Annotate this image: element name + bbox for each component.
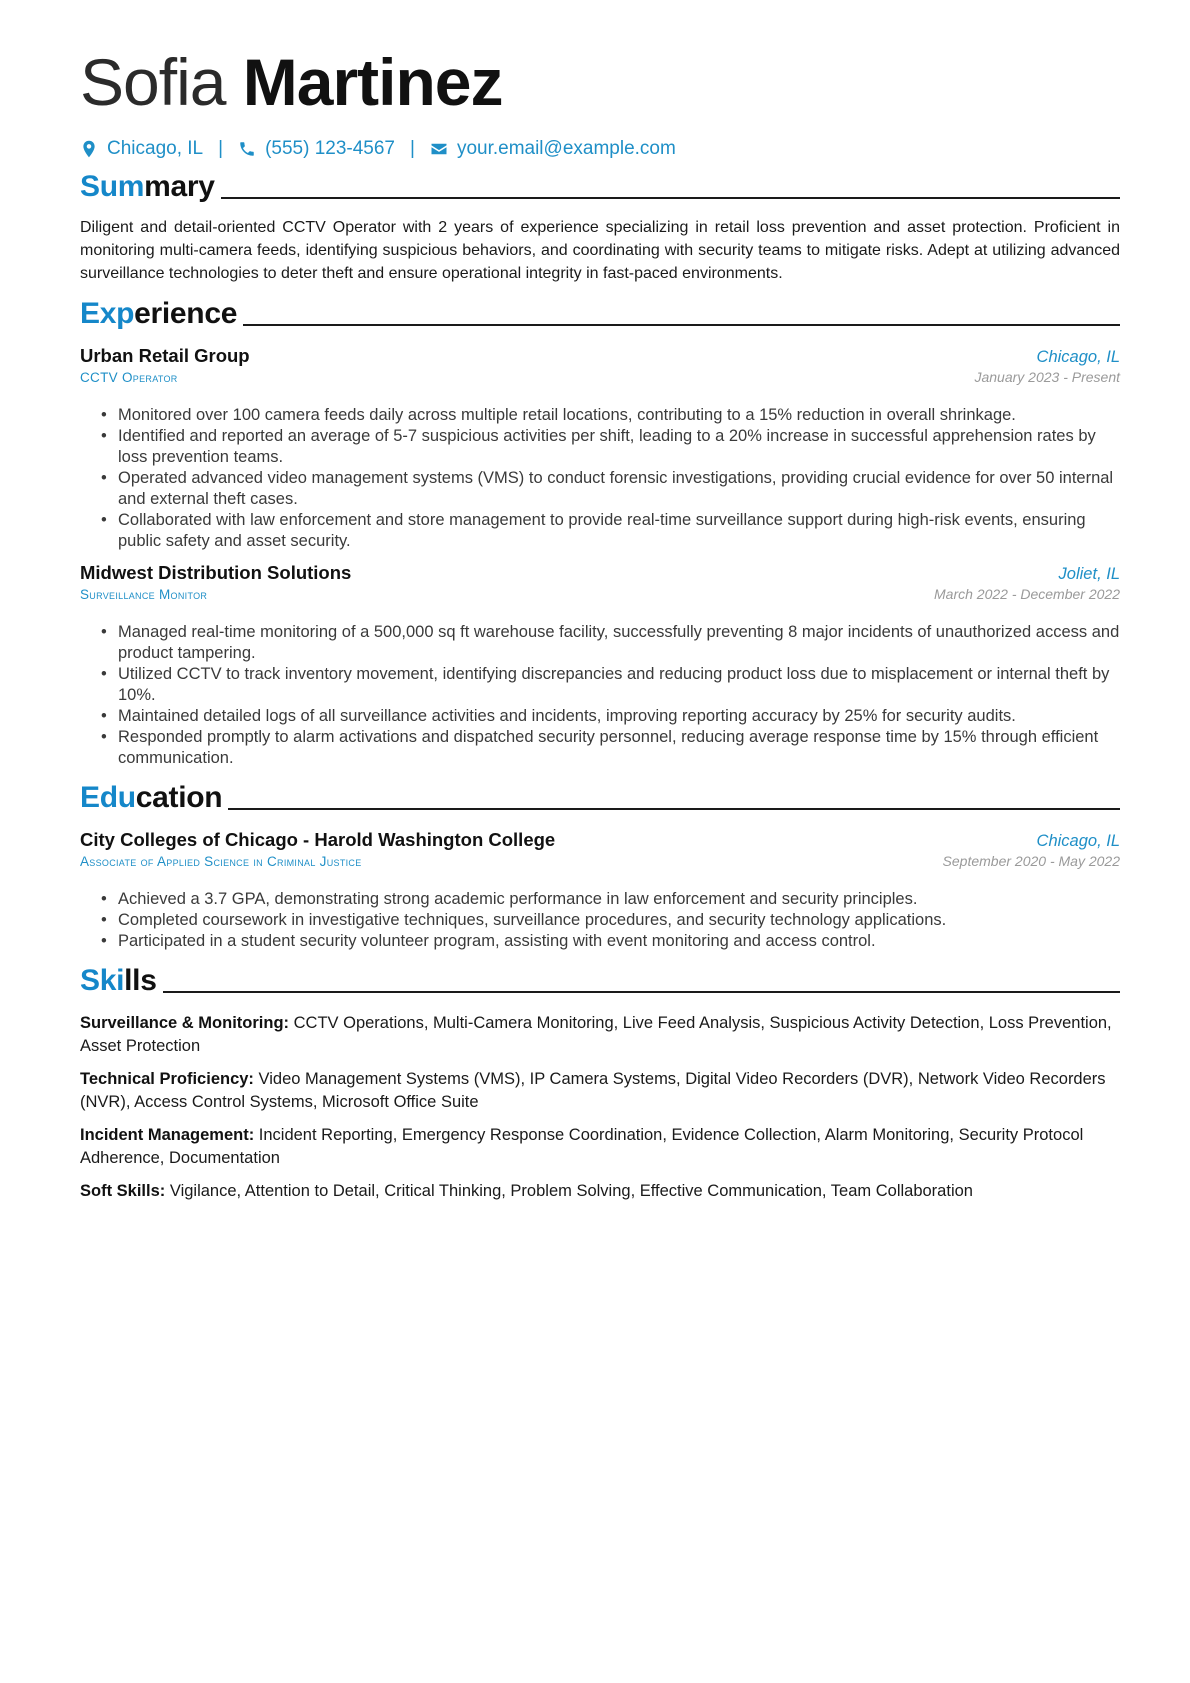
employer-name: Midwest Distribution Solutions <box>80 562 352 583</box>
section-title: Skills <box>80 964 157 997</box>
section-title: Experience <box>80 297 238 330</box>
list-item: • Monitored over 100 camera feeds daily across multiple retail locations, contributing to a 15% reduction in overall shrinkage. <box>118 405 1120 426</box>
section-title: Education <box>80 781 223 814</box>
job-dates: January 2023 - Present <box>974 369 1120 385</box>
contact-separator: | <box>218 138 224 159</box>
education-entry <box>80 829 1120 952</box>
envelope-icon <box>430 140 448 158</box>
map-pin-icon <box>80 140 98 158</box>
employer-name: Urban Retail Group <box>80 345 250 366</box>
contact-separator: | <box>410 138 415 159</box>
experience-entry <box>80 562 1120 769</box>
education-bullets <box>80 889 1120 952</box>
skill-group-label: Incident Management: <box>80 1126 255 1144</box>
last-name: Martinez <box>242 45 503 119</box>
skill-group-items: Vigilance, Attention to Detail, Critical Thinking, Problem Solving, Effective Communication, Team Collaboration <box>169 1182 973 1200</box>
contact-phone[interactable] <box>238 138 395 160</box>
skill-group-label: Surveillance & Monitoring: <box>80 1014 290 1032</box>
skill-group-label: Technical Proficiency: <box>80 1070 254 1088</box>
list-item: • Achieved a 3.7 GPA, demonstrating strong academic performance in law enforcement and security principles. <box>118 889 1120 910</box>
resume-page <box>80 0 1120 1203</box>
skill-group <box>80 1180 1120 1203</box>
skill-group-items: Video Management Systems (VMS), IP Camera Systems, Digital Video Recorders (DVR), Network Video Recorders (NVR), Access Control Systems, Microsoft Office Suite <box>80 1070 1106 1111</box>
job-title: Surveillance Monitor <box>80 587 208 602</box>
list-item: • Identified and reported an average of 5-7 suspicious activities per shift, leading to a 20% increase in successful apprehension rates by loss prevention teams. <box>118 426 1120 468</box>
skills-section-header <box>80 964 1120 998</box>
email-link[interactable]: your.email@example.com <box>456 138 676 159</box>
skill-group <box>80 1068 1120 1114</box>
contact-email[interactable] <box>430 138 676 160</box>
education-section-header <box>80 781 1120 815</box>
first-name: Sofia <box>80 45 226 119</box>
experience-entry <box>80 345 1120 552</box>
section-divider <box>163 991 1120 993</box>
job-location: Joliet, IL <box>1058 565 1120 583</box>
school-name: City Colleges of Chicago - Harold Washington College <box>80 829 556 850</box>
skill-group <box>80 1012 1120 1058</box>
list-item: • Responded promptly to alarm activations and dispatched security personnel, reducing average response time by 15% through efficient communication. <box>118 727 1120 769</box>
skill-group-items: CCTV Operations, Multi-Camera Monitoring, Live Feed Analysis, Suspicious Activity Detection, Loss Prevention, Asset Protection <box>80 1014 1112 1055</box>
section-title: Summary <box>80 170 215 203</box>
list-item: • Maintained detailed logs of all surveillance activities and incidents, improving reporting accuracy by 25% for security audits. <box>118 706 1120 727</box>
summary-text: Diligent and detail-oriented CCTV Operator with 2 years of experience specializing in retail loss prevention and asset protection. Proficient in monitoring multi-camera feeds, identifying suspicious behaviors, and coordinating with security teams to mitigate risks. Adept at utilizing advanced surveillance technologies to deter theft and ensure operational integrity in fast-paced environments. <box>80 219 1120 282</box>
contact-location <box>80 138 203 160</box>
list-item: • Operated advanced video management systems (VMS) to conduct forensic investigations, providing crucial evidence for over 50 internal and external theft cases. <box>118 468 1120 510</box>
skill-group-label: Soft Skills: <box>80 1182 166 1200</box>
skill-group <box>80 1124 1120 1170</box>
section-divider <box>221 197 1120 199</box>
location-text: Chicago, IL <box>107 138 204 159</box>
list-item: • Collaborated with law enforcement and store management to provide real-time surveillance support during high-risk events, ensuring public safety and asset security. <box>118 510 1120 552</box>
job-bullets <box>80 405 1120 552</box>
list-item: • Participated in a student security volunteer program, assisting with event monitoring and access control. <box>118 931 1120 952</box>
summary-section-header <box>80 170 1120 204</box>
list-item: • Managed real-time monitoring of a 500,000 sq ft warehouse facility, successfully preventing 8 major incidents of unauthorized access and product tampering. <box>118 622 1120 664</box>
list-item: • Utilized CCTV to track inventory movement, identifying discrepancies and reducing product loss due to misplacement or internal theft by 10%. <box>118 664 1120 706</box>
job-location: Chicago, IL <box>1036 348 1120 366</box>
list-item: • Completed coursework in investigative techniques, surveillance procedures, and security technology applications. <box>118 910 1120 931</box>
job-dates: March 2022 - December 2022 <box>934 586 1120 602</box>
job-title: CCTV Operator <box>80 370 178 385</box>
contact-bar <box>80 132 1120 166</box>
candidate-name <box>80 42 1120 122</box>
experience-section-header <box>80 297 1120 331</box>
skill-group-items: Incident Reporting, Emergency Response Coordination, Evidence Collection, Alarm Monitoring, Security Protocol Adherence, Documentation <box>80 1126 1084 1167</box>
section-divider <box>243 324 1120 326</box>
school-location: Chicago, IL <box>1036 832 1120 850</box>
degree-title: Associate of Applied Science in Criminal Justice <box>80 854 362 869</box>
section-divider <box>228 808 1120 810</box>
job-bullets <box>80 622 1120 769</box>
phone-text: (555) 123-4567 <box>265 138 395 159</box>
phone-icon <box>238 140 256 158</box>
school-dates: September 2020 - May 2022 <box>942 853 1120 869</box>
